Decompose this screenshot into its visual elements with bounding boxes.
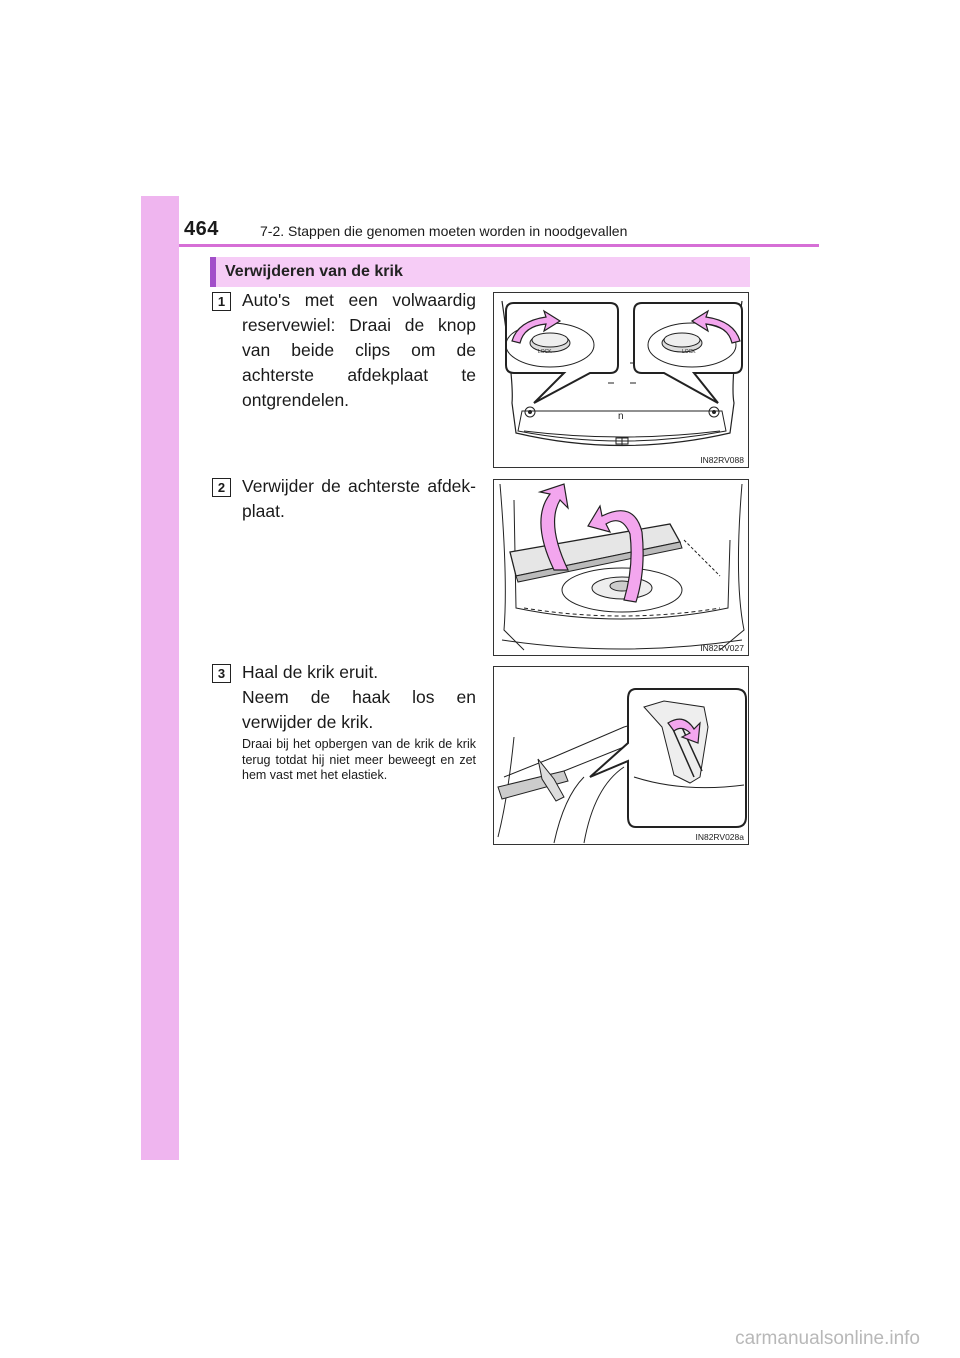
jack-illustration: [494, 667, 749, 845]
step-number-3: 3: [212, 664, 231, 683]
step-3-note: Draai bij het opbergen van de krik de krik terug totdat hij niet meer beweegt en zet hem vast met het elastiek.: [242, 737, 476, 782]
step-number-1: 1: [212, 292, 231, 311]
figure-code-2: IN82RV027: [700, 643, 744, 653]
figure-remove-jack: [493, 666, 749, 845]
header-rule: [179, 244, 819, 247]
step-number-2: 2: [212, 478, 231, 497]
page-number: 464: [184, 218, 219, 240]
step-2-text: Verwijder de achterste afdek-plaat.: [242, 476, 476, 521]
step-3-text-line1: Haal de krik eruit.: [242, 662, 379, 682]
lock-label-right: LOCK: [682, 349, 696, 355]
figure-code-3: IN82RV028a: [695, 832, 744, 842]
svg-text:n: n: [618, 411, 624, 422]
figure-unlock-clips: [493, 292, 749, 468]
lock-label-left: LOCK: [538, 349, 552, 355]
chapter-side-tab: [141, 196, 179, 1160]
chapter-title: 7-2. Stappen die genomen moeten worden in noodgevallen: [260, 223, 628, 239]
figure-remove-cover: [493, 479, 749, 656]
watermark: carmanualsonline.info: [735, 1328, 920, 1349]
step-1-text: Auto's met een volwaardig reservewiel: Draai de knop van beide clips om de achterste afdekplaat te ontgrendelen.: [242, 290, 476, 410]
step-3-text-line2: Neem de haak los en verwijder de krik.: [242, 687, 476, 732]
trunk-cover-illustration: [494, 480, 749, 656]
figure-code-1: IN82RV088: [700, 455, 744, 465]
section-title: Verwijderen van de krik: [210, 257, 750, 287]
trunk-clips-illustration: [494, 293, 749, 468]
